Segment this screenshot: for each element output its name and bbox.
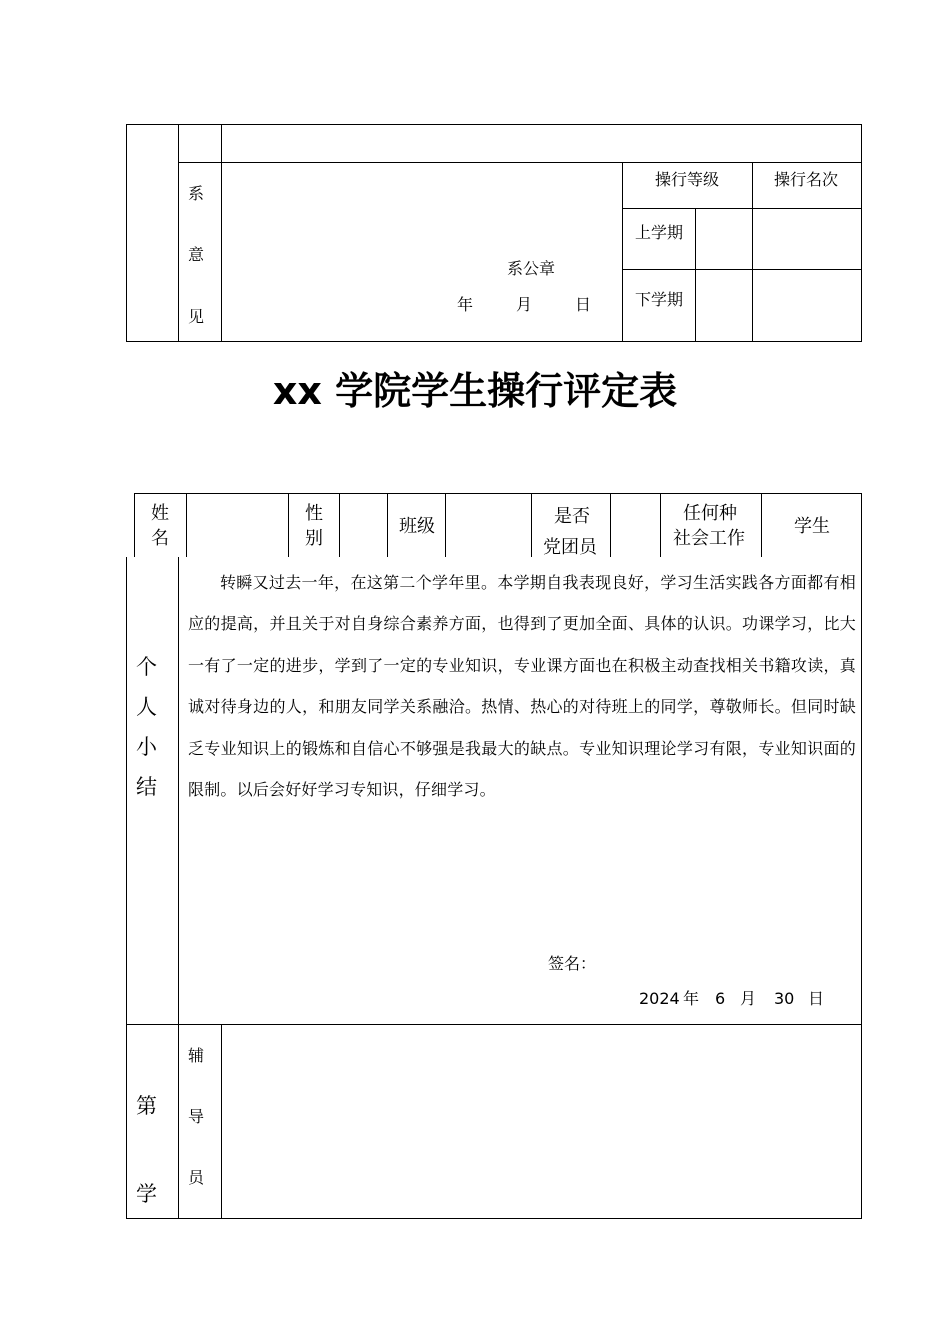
second-semester-label: 下学期 [635,290,684,309]
top-table-col-line [695,208,696,342]
top-table-col-line [221,124,222,342]
summary-label-char: 个 [136,655,157,679]
dept-opinion-label-char: 系 [188,184,205,203]
semester-label-char: 学 [136,1182,157,1206]
student-label: 学生 [794,516,830,537]
header-col-line [445,493,446,557]
top-table-border-right [861,124,862,342]
top-table-border-top [126,124,862,125]
party-member-label: 是否 [554,506,590,527]
summary-date-year: 2024 [639,989,680,1008]
header-col-line [861,493,862,557]
top-table-col-line [622,162,623,342]
semester-line [622,269,862,270]
summary-date-month: 6 [715,989,726,1008]
summary-row-line [126,1024,862,1025]
counselor-col-line [221,1024,222,1219]
header-col-line [288,493,289,557]
summary-label-char: 人 [136,695,157,719]
first-semester-label: 上学期 [635,223,684,242]
class-label: 班级 [399,516,435,537]
personal-summary-text: 转瞬又过去一年，在这第二个学年里。本学期自我表现良好，学习生活实践各方面都有相应的提高，并且关于对自身综合素养方面，也得到了更加全面、具体的认识。功课学习，比大一有了一定的进步，学到了一定的专业知识，专业课方面也在积极主动查找相关书籍攻读，真诚对待身边的人，和朋友同学关系融洽。热情、热心的对待班上的同学，尊敬师长。但同时缺乏专业知识上的锻炼和自信心不够强是我最大的缺点。专业知识理论学习有限，专业知识面的限制。以后会好好学习专知识，仔细学习。 [188,573,856,800]
summary-border-left [126,557,127,1219]
summary-border-right [861,557,862,1219]
header-row-border-top [134,493,862,494]
name-label: 名 [151,528,169,549]
summary-col-line [178,557,179,1219]
header-col-line [186,493,187,557]
counselor-label-char: 辅 [188,1046,205,1065]
date-year-label: 年 [457,295,474,314]
top-table-col-line [178,124,179,342]
date-month-label: 月 [516,295,533,314]
header-col-line [660,493,661,557]
dept-opinion-label-char: 见 [188,307,205,326]
header-col-line [761,493,762,557]
conduct-rank-header: 操行名次 [774,170,839,189]
semester-label-char: 第 [136,1094,157,1118]
header-col-line [339,493,340,557]
top-table-border-left [126,124,127,342]
summary-label-char: 小 [136,735,157,759]
gender-label: 别 [305,528,323,549]
dept-opinion-label-char: 意 [188,245,205,264]
social-work-label: 任何种 [683,503,737,524]
signature-label: 签名： [548,954,597,973]
gender-label: 性 [305,503,323,524]
summary-date-month-label: 月 [740,989,757,1008]
counselor-label-char: 员 [188,1168,205,1187]
date-day-label: 日 [575,295,592,314]
summary-date-day-label: 日 [808,989,825,1008]
grade-header-line [622,208,862,209]
name-label: 姓 [151,503,169,524]
summary-label-char: 结 [136,775,157,799]
header-col-line [134,493,135,557]
top-table-col-line [752,162,753,342]
header-col-line [387,493,388,557]
summary-date-year-label: 年 [683,989,700,1008]
conduct-grade-header: 操行等级 [655,170,720,189]
counselor-label-char: 导 [188,1107,205,1126]
party-member-label: 党团员 [543,537,597,558]
dept-seal-label: 系公章 [507,259,556,278]
top-table-row-line [178,162,862,163]
header-col-line [531,493,532,557]
main-table-border-bottom [126,1218,862,1219]
header-col-line [610,493,611,557]
page-title: xx 学院学生操行评定表 [272,369,678,413]
summary-date-day: 30 [774,989,795,1008]
social-work-label: 社会工作 [673,528,745,549]
